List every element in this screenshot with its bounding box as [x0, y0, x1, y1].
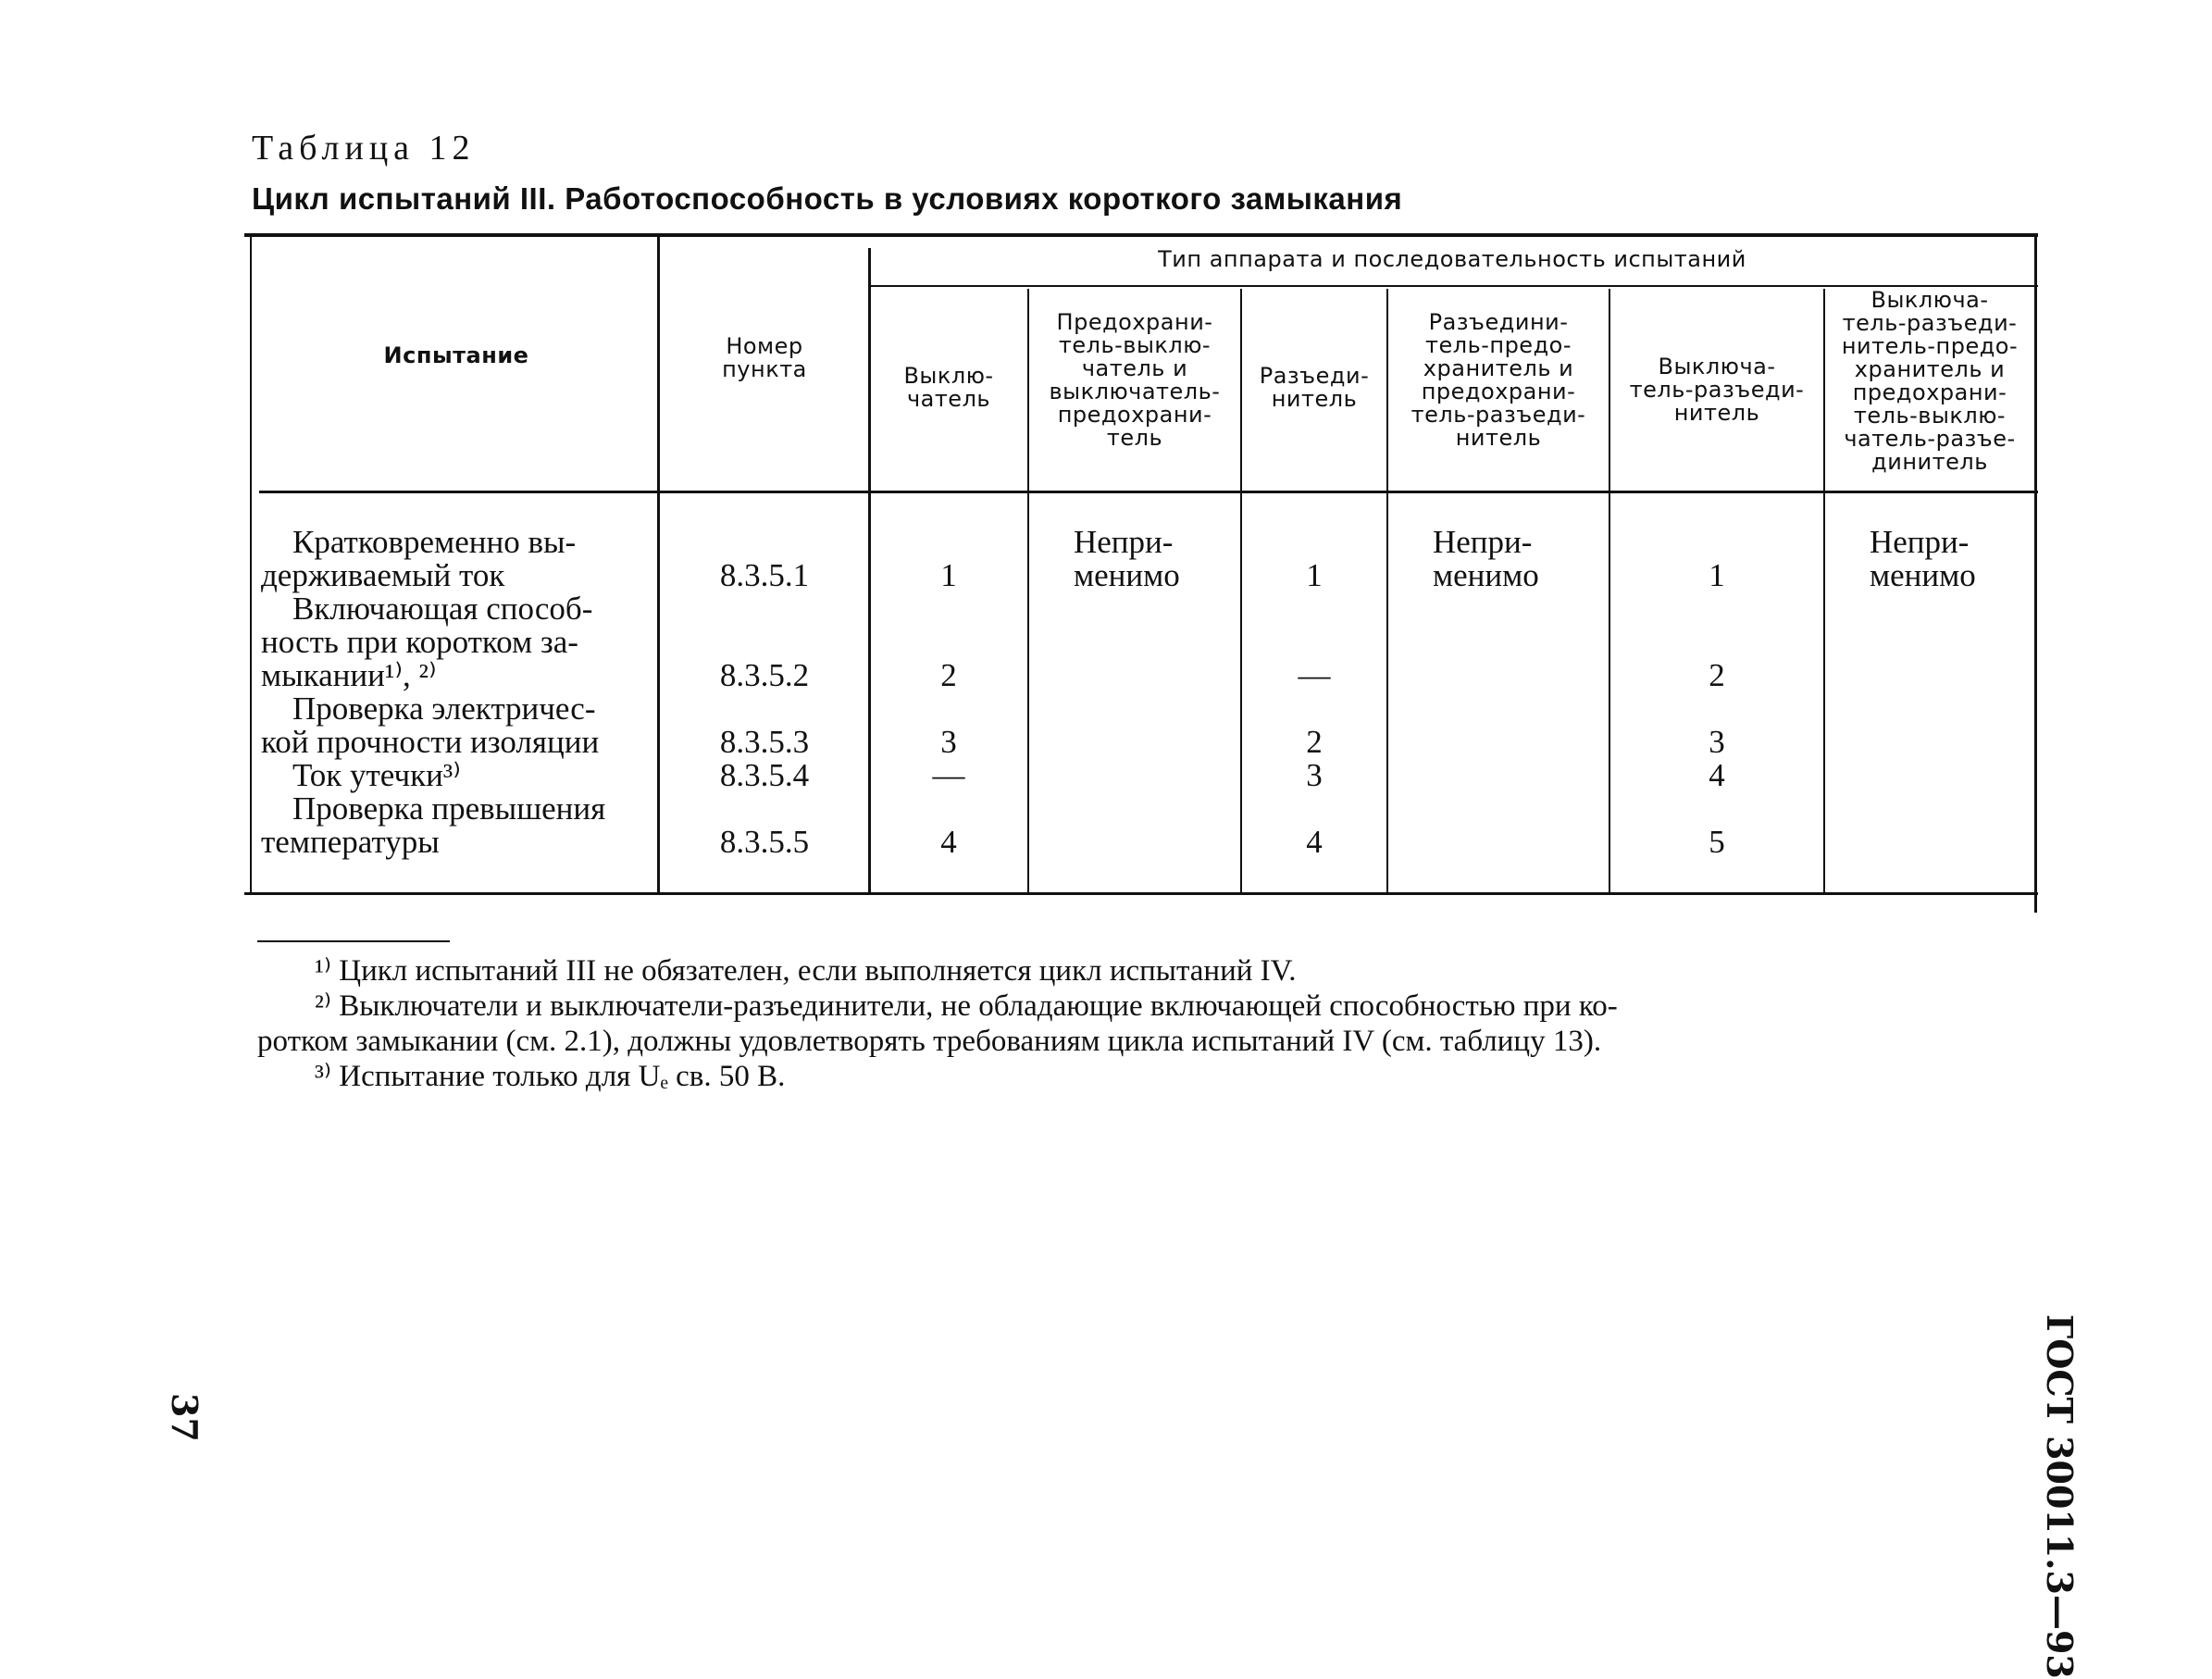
row-label: [261, 759, 650, 792]
row-clause: 8.3.5.4: [719, 757, 810, 793]
row-label-line: мыкании¹⁾, ²⁾: [261, 657, 437, 693]
row-value: 4: [940, 824, 957, 860]
test-cycle-table: [244, 233, 2038, 898]
row-label-line: температуры: [261, 824, 440, 860]
col-divider-test: [657, 237, 660, 892]
row-label-line: держиваемый ток: [261, 557, 505, 593]
page-number: 37: [164, 1393, 205, 1442]
row-value: 2: [940, 657, 957, 693]
row-label-line: Включающая способ-: [292, 591, 593, 627]
footnote-1: ¹⁾ Цикл испытаний III не обязателен, если выполняется цикл испытаний IV.: [315, 954, 1297, 988]
row-value: 1: [1709, 557, 1725, 593]
header-col-fuse-switch: Предохрани- тель-выклю- чатель и выключатель- предохрани- тель: [1049, 309, 1221, 451]
header-bottom-rule: [259, 491, 2038, 493]
row-value: 3: [940, 724, 957, 760]
row-label: [261, 526, 650, 592]
row-label-line: Ток утечки³⁾: [292, 757, 461, 793]
standard-designation: ГОСТ 30011.3—93: [2039, 1314, 2081, 1679]
header-col-breaker: Выклю- чатель: [903, 363, 994, 412]
row-value: 5: [1709, 824, 1725, 860]
row-value: 4: [1709, 757, 1725, 793]
header-col-disconnector: Разъеди- нитель: [1259, 363, 1370, 412]
row-label: [261, 592, 650, 692]
row-clause: 8.3.5.3: [719, 724, 810, 760]
row-label: [261, 792, 650, 859]
row-label-line: Проверка превышения: [292, 790, 606, 827]
header-group: Тип аппарата и последовательность испытаний: [1158, 246, 1746, 272]
col-divider-3: [1386, 289, 1388, 892]
table-bottom-rule: [244, 892, 2038, 895]
row-clause: 8.3.5.1: [719, 557, 810, 593]
col-divider-1: [1027, 289, 1029, 892]
row-value: 1: [1306, 557, 1323, 593]
header-clause: Номер пункта: [722, 333, 807, 382]
row-value: 2: [1306, 724, 1323, 760]
row-label-line: Проверка электричес-: [292, 690, 596, 727]
row-label-line: кой прочности изоляции: [261, 724, 600, 760]
row-value: Непри- менимо: [1870, 524, 1976, 593]
row-value: 1: [940, 557, 957, 593]
table-left-rule: [250, 237, 252, 894]
table-top-rule: [244, 233, 2038, 237]
footnote-2-line-1: ²⁾ Выключатели и выключатели-разъединители, не обладающие включающей способностью при ко-: [315, 989, 1618, 1023]
row-value: Непри- менимо: [1074, 524, 1180, 593]
col-divider-clause: [868, 248, 871, 892]
row-value: 2: [1709, 657, 1725, 693]
header-test: Испытание: [383, 342, 529, 368]
row-clause: 8.3.5.2: [719, 657, 810, 693]
row-label: [261, 692, 650, 759]
row-value: 3: [1709, 724, 1725, 760]
row-value: —: [1298, 657, 1331, 693]
header-col-switch-disconnector: Выключа- тель-разъеди- нитель: [1629, 354, 1805, 426]
row-value: 3: [1306, 757, 1323, 793]
footnote-rule: [257, 940, 450, 942]
group-header-rule: [870, 285, 2038, 287]
footnote-3: ³⁾ Испытание только для Uₑ св. 50 В.: [315, 1060, 786, 1093]
table-title: Цикл испытаний III. Работоспособность в условиях короткого замыкания: [252, 181, 1403, 216]
header-col-disconnector-fuse: Разъедини- тель-предо- хранитель и предохрани- тель-разъеди- нитель: [1410, 309, 1586, 451]
row-value: Непри- менимо: [1433, 524, 1539, 593]
row-value: —: [932, 757, 965, 793]
footnote-2-line-2: ротком замыкании (см. 2.1), должны удовлетворять требованиям цикла испытаний IV (см. таблицу 13).: [257, 1025, 1602, 1058]
col-divider-5: [1823, 289, 1825, 892]
row-label-line: Кратковременно вы-: [292, 524, 577, 560]
row-clause: 8.3.5.5: [719, 824, 810, 860]
row-value: 4: [1306, 824, 1323, 860]
header-col-switch-disconnector-fuse: Выключа- тель-разъеди- нитель-предо- хранитель и предохрани- тель-выклю- чатель-разъе- динитель: [1841, 287, 2019, 475]
table-label: Таблица 12: [252, 129, 476, 168]
row-label-line: ность при коротком за-: [261, 624, 578, 660]
